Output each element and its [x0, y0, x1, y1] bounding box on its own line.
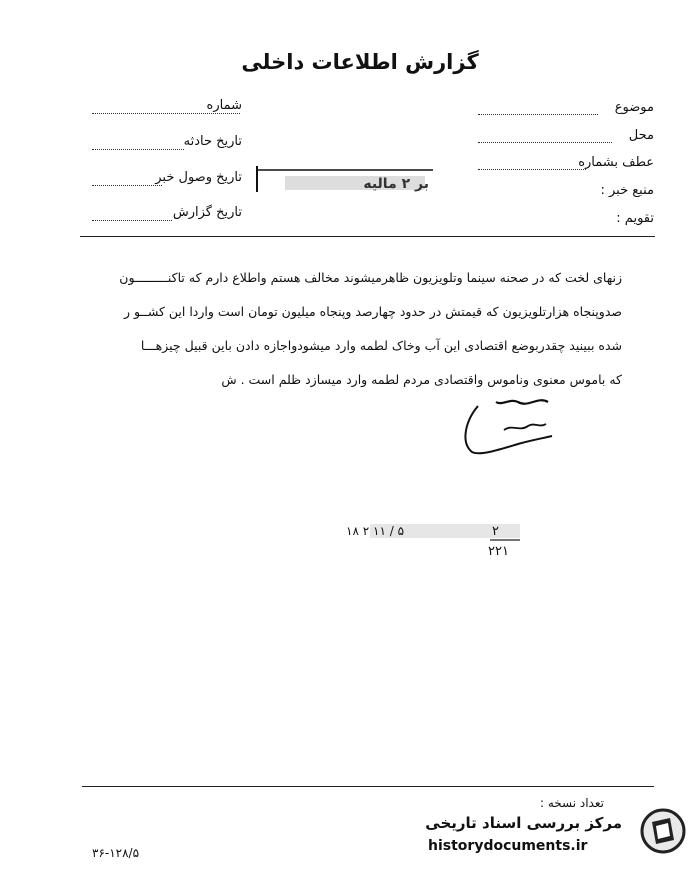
- body-line-4: که باموس معنوی وناموس واقتصادی مردم لطمه وارد میسازد ظلم است . ش: [221, 372, 622, 387]
- incident-date-label: تاریخ حادثه: [183, 134, 242, 149]
- footer-divider: [82, 786, 654, 787]
- signature: [458, 394, 558, 460]
- archive-logo-icon: [640, 808, 686, 854]
- reference-fraction-top: ۲: [492, 524, 499, 539]
- receipt-date-label: تاریخ وصول خبر: [155, 170, 242, 185]
- report-date-label: تاریخ گزارش: [172, 205, 242, 220]
- archive-code: ۳۶-۱۲۸/۵: [92, 846, 140, 860]
- watermark-org: مرکز بررسی اسناد تاریخی: [425, 814, 622, 832]
- reference-line: [478, 168, 586, 170]
- receipt-date-line: [92, 184, 162, 186]
- signature-scribble-icon: [458, 394, 558, 460]
- number-line: [92, 112, 240, 114]
- watermark-logo: [640, 808, 686, 854]
- location-label: محل: [628, 128, 654, 143]
- watermark: [418, 800, 694, 864]
- signature-text: [458, 394, 459, 395]
- reference-fraction-bottom: ۲۲۱: [488, 544, 509, 559]
- subject-line: [478, 113, 598, 115]
- reference-line-text: ۵ / ۱۱ ۲ ۱۸: [346, 524, 405, 538]
- body-line-2: صدوپنجاه هزارتلویزیون که قیمتش در حدود چهارصد وپنجاه میلیون تومان است واردا این کشــو ر: [124, 304, 622, 319]
- page-title: گزارش اطلاعات داخلی: [241, 50, 479, 74]
- body-line-3: شده ببینید چقدربوضع اقتصادی این آب وخاک لطمه وارد میشودواجازه دادن باین قبیل چیزهـــا: [140, 338, 622, 353]
- redacted-stamp: [245, 162, 433, 200]
- header-divider: [80, 236, 655, 237]
- stamp-text: بر ۲ مالیه: [363, 176, 429, 192]
- reference-label: عطف بشماره: [578, 155, 654, 170]
- evaluation-label: تقویم :: [616, 211, 654, 226]
- report-date-line: [92, 219, 172, 221]
- watermark-url: historydocuments.ir: [428, 838, 588, 854]
- subject-label: موضوع: [614, 100, 654, 115]
- reference-block: [340, 520, 540, 576]
- incident-date-line: [92, 148, 184, 150]
- source-label: منبع خبر :: [600, 183, 654, 198]
- copies-label: تعداد نسخه :: [539, 796, 604, 810]
- body-line-1: زنهای لخت که در صحنه سینما وتلویزیون ظاهرمیشوند مخالف هستم واطلاع دارم که تاکنـــــــــون: [119, 270, 622, 285]
- location-line: [478, 141, 612, 143]
- number-label: شماره: [206, 98, 242, 113]
